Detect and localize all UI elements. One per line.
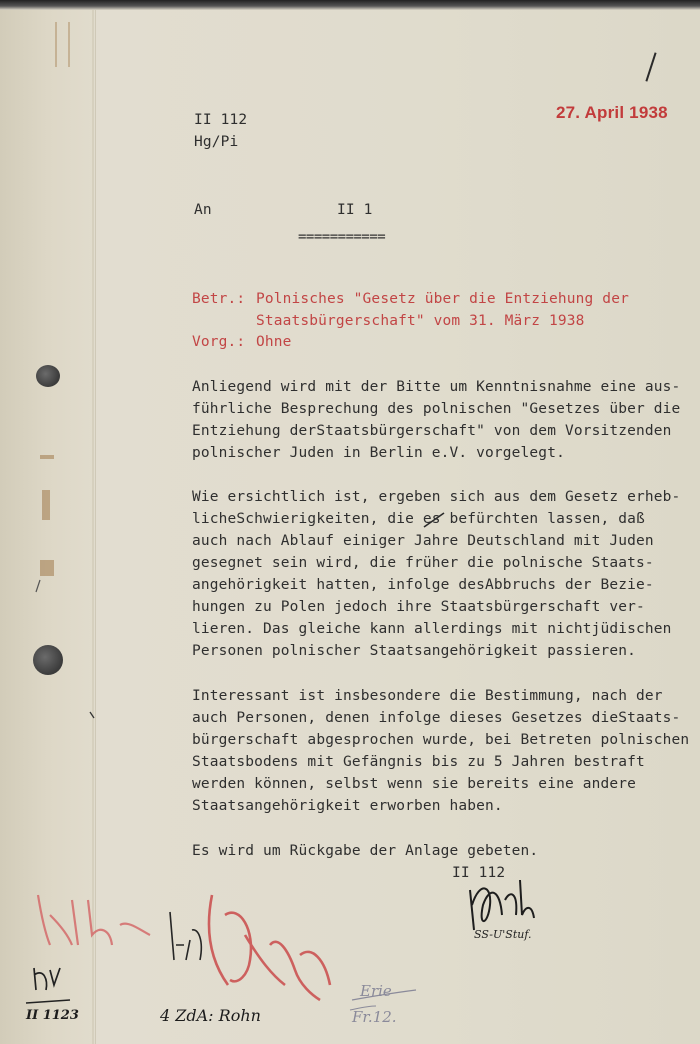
margin-note-bottom-left: II 1123 xyxy=(26,1008,79,1023)
closing-line: Es wird um Rückgabe der Anlage gebeten. xyxy=(192,843,539,859)
pencil-note-2: Fr.12. xyxy=(352,1008,397,1026)
paragraph-2-line: gesegnet sein wird, die früher die polnische Staats- xyxy=(192,555,654,571)
subject-line-2: Staatsbürgerschaft" vom 31. März 1938 xyxy=(256,313,585,329)
ink-date-mark xyxy=(170,912,201,960)
paragraph-2-line: licheSchwierigkeiten, die es befürchten lassen, daß xyxy=(192,511,645,527)
ink-underline xyxy=(26,1000,70,1003)
reference-initials: Hg/Pi xyxy=(194,134,239,150)
recipient-underline: =========== xyxy=(298,229,386,245)
subject-label: Betr.: xyxy=(192,291,246,307)
paragraph-2-line: lieren. Das gleiche kann allerdings mit nichtjüdischen xyxy=(192,621,672,637)
paragraph-3-line: werden können, selbst wenn sie bereits eine andere xyxy=(192,776,636,792)
red-pencil-mark xyxy=(38,895,150,945)
subject-line-1: Polnisches "Gesetz über die Entziehung der xyxy=(256,291,629,307)
paragraph-2-line: hungen zu Polen jedoch ihre Staatsbürgerschaft ver- xyxy=(192,599,645,615)
reference-value: Ohne xyxy=(256,334,292,350)
signature-office: II 112 xyxy=(452,865,506,881)
pencil-note-1: Erie xyxy=(360,982,392,1000)
margin-note-zda: 4 ZdA: Rohn xyxy=(160,1006,261,1025)
paragraph-2-line: angehörigkeit hatten, infolge desAbbruchs der Bezie- xyxy=(192,577,654,593)
addressee-recipient: II 1 xyxy=(337,202,373,218)
strike-mark xyxy=(424,513,444,527)
paragraph-2-line: Personen polnischer Staatsangehörigkeit passieren. xyxy=(192,643,636,659)
paragraph-2-line: Wie ersichtlich ist, ergeben sich aus dem Gesetz erheb- xyxy=(192,489,681,505)
reference-label: Vorg.: xyxy=(192,334,246,350)
margin-tick xyxy=(90,712,94,718)
date-stamp: 27. April 1938 xyxy=(556,103,668,122)
paragraph-3-line: Interessant ist insbesondere die Bestimmung, nach der xyxy=(192,688,663,704)
paragraph-1-line: polnischer Juden in Berlin e.V. vorgelegt. xyxy=(192,445,565,461)
red-pencil-mark xyxy=(209,895,330,1000)
paragraph-2-line: auch nach Ablauf einiger Jahre Deutschland mit Juden xyxy=(192,533,654,549)
paragraph-3-line: auch Personen, denen infolge dieses Gesetzes dieStaats- xyxy=(192,710,681,726)
paragraph-1-line: Anliegend wird mit der Bitte um Kenntnisnahme eine aus- xyxy=(192,379,681,395)
paragraph-3-line: Staatsangehörigkeit erworben haben. xyxy=(192,798,503,814)
signature-rank: SS-U'Stuf. xyxy=(474,928,532,941)
margin-tick xyxy=(36,580,40,592)
paragraph-3-line: bürgerschaft abgesprochen wurde, bei Betreten polnischen xyxy=(192,732,690,748)
reference-number: II 112 xyxy=(194,112,248,128)
ink-initials xyxy=(34,968,60,990)
paragraph-3-line: Staatsbodens mit Gefängnis bis zu 5 Jahren bestraft xyxy=(192,754,645,770)
paragraph-1-line: führliche Besprechung des polnischen "Gesetzes über die xyxy=(192,401,681,417)
addressee-label: An xyxy=(194,202,212,218)
paragraph-1-line: Entziehung derStaatsbürgerschaft" von dem Vorsitzenden xyxy=(192,423,672,439)
signature-scribble xyxy=(470,880,534,930)
